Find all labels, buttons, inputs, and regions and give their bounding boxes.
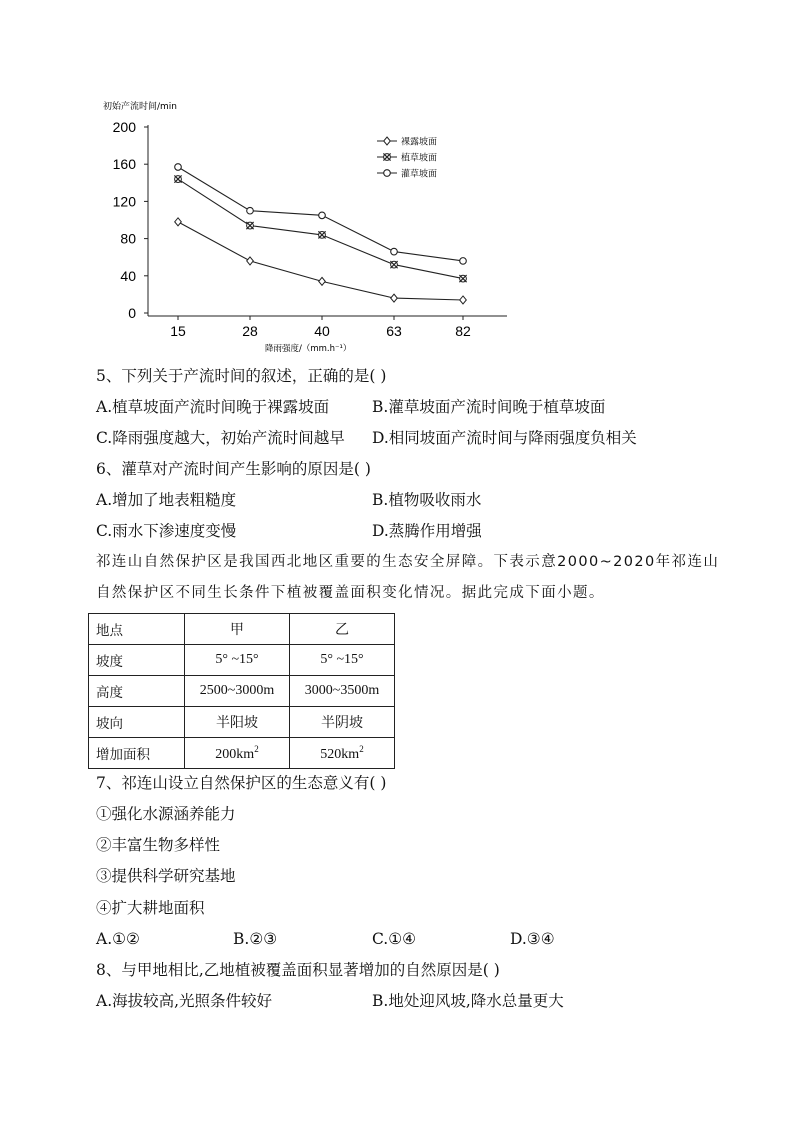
runoff-time-chart	[95, 95, 515, 360]
cross-circle-marker	[383, 153, 390, 160]
table-header-cell: 地点	[89, 614, 185, 645]
intro-line-2: 自然保护区不同生长条件下植被覆盖面积变化情况。据此完成下面小题。	[96, 585, 605, 601]
diamond-marker	[175, 218, 182, 226]
table-cell: 5° ~15°	[290, 645, 395, 676]
series-lines	[174, 164, 466, 304]
cross-circle-marker	[246, 222, 253, 229]
area-value-a: 200km	[215, 746, 255, 762]
table-cell	[290, 738, 395, 769]
diamond-marker	[384, 137, 391, 145]
table-row	[89, 738, 395, 769]
q7-item-1: ①强化水源涵养能力	[96, 805, 236, 823]
table-row	[89, 676, 395, 707]
circle-marker	[391, 248, 398, 255]
q7-item-4: ④扩大耕地面积	[96, 899, 205, 917]
y-tick-label: 200	[112, 119, 136, 135]
q7-option-a: A.①②	[96, 930, 140, 948]
q5-option-a: A.植草坡面产流时间晚于裸露坡面	[96, 398, 330, 416]
question-8-stem: 8、与甲地相比,乙地植被覆盖面积显著增加的自然原因是( )	[96, 961, 500, 979]
series-line	[178, 179, 463, 279]
legend	[377, 136, 437, 180]
cross-circle-marker	[174, 175, 181, 182]
table-row	[89, 707, 395, 738]
table-cell	[185, 738, 290, 769]
legend-label: 植草坡面	[401, 153, 438, 164]
question-7-stem: 7、祁连山设立自然保护区的生态意义有( )	[96, 774, 387, 792]
x-tick-label: 40	[314, 323, 330, 339]
circle-marker	[175, 164, 182, 171]
table-cell: 半阴坡	[290, 707, 395, 738]
table-cell: 3000~3500m	[290, 676, 395, 707]
vegetation-table	[88, 613, 395, 769]
cross-circle-marker	[459, 275, 466, 282]
q8-option-b: B.地处迎风坡,降水总量更大	[372, 992, 564, 1010]
circle-marker	[319, 212, 326, 219]
circle-marker	[460, 258, 467, 265]
table-cell: 2500~3000m	[185, 676, 290, 707]
area-value-b: 520km	[320, 746, 360, 762]
row-label: 增加面积	[89, 738, 185, 769]
circle-marker	[247, 207, 254, 214]
cross-circle-marker	[390, 261, 397, 268]
x-tick-label: 28	[242, 323, 258, 339]
row-label: 坡向	[89, 707, 185, 738]
area-unit-superscript: 2	[254, 743, 259, 754]
table-header-row	[89, 614, 395, 645]
diamond-marker	[460, 296, 467, 304]
y-tick-label: 40	[120, 267, 136, 284]
table-cell: 半阳坡	[185, 707, 290, 738]
area-unit-superscript: 2	[359, 743, 364, 754]
series-diamond	[175, 218, 467, 304]
legend-entry	[377, 168, 437, 180]
q6-option-d: D.蒸腾作用增强	[372, 522, 482, 540]
y-axis-label: 初始产流时间/min	[103, 102, 178, 112]
table-header-cell: 乙	[290, 614, 395, 645]
circle-marker	[384, 170, 391, 177]
legend-label: 灌草坡面	[401, 169, 438, 180]
table-cell: 5° ~15°	[185, 645, 290, 676]
q6-option-a: A.增加了地表粗糙度	[96, 491, 237, 509]
row-label: 坡度	[89, 645, 185, 676]
x-axis-label: 降雨强度/（mm.h⁻¹）	[265, 344, 352, 354]
table-row	[89, 645, 395, 676]
x-tick-label: 63	[386, 323, 402, 339]
q8-option-a: A.海拔较高,光照条件较好	[96, 992, 273, 1010]
y-tick-label: 160	[112, 156, 136, 173]
table-header-cell: 甲	[185, 614, 290, 645]
q6-option-c: C.雨水下渗速度变慢	[96, 522, 237, 540]
q5-option-b: B.灌草坡面产流时间晚于植草坡面	[372, 398, 606, 416]
question-5-stem: 5、下列关于产流时间的叙述，正确的是( )	[96, 367, 387, 385]
cross-circle-marker	[318, 231, 325, 238]
q5-option-c: C.降雨强度越大，初始产流时间越早	[96, 429, 345, 447]
x-axis	[148, 316, 507, 339]
q6-option-b: B.植物吸收雨水	[372, 491, 482, 509]
y-tick-label: 80	[120, 230, 136, 247]
x-tick-label: 15	[170, 323, 186, 339]
q7-option-d: D.③④	[510, 930, 555, 948]
legend-label: 裸露坡面	[401, 137, 438, 148]
y-tick-label: 0	[128, 305, 136, 321]
q7-item-3: ③提供科学研究基地	[96, 867, 236, 885]
row-label: 高度	[89, 676, 185, 707]
q7-option-c: C.①④	[372, 930, 417, 948]
legend-entry	[377, 152, 437, 164]
diamond-marker	[391, 294, 398, 302]
question-6-stem: 6、灌草对产流时间产生影响的原因是( )	[96, 460, 371, 478]
q7-item-2: ②丰富生物多样性	[96, 836, 221, 854]
intro-line-1: 祁连山自然保护区是我国西北地区重要的生态安全屏障。下表示意2000~2020年祁连山	[96, 554, 720, 570]
q7-option-b: B.②③	[233, 930, 278, 948]
q5-option-d: D.相同坡面产流时间与降雨强度负相关	[372, 429, 637, 447]
x-tick-label: 82	[455, 323, 471, 339]
diamond-marker	[247, 257, 254, 265]
legend-entry	[377, 136, 437, 148]
y-tick-label: 120	[112, 193, 136, 210]
diamond-marker	[319, 277, 326, 285]
y-axis	[113, 119, 148, 321]
